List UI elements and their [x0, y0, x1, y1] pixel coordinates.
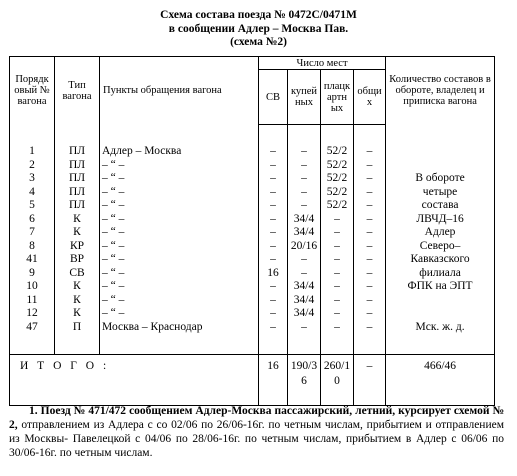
table-row	[10, 226, 495, 240]
row-type: К	[55, 226, 100, 240]
row-note: ФПК на ЭПТ	[386, 280, 495, 294]
row-note: Адлер	[386, 226, 495, 240]
wagon-rows	[10, 145, 495, 334]
total-sv: 16	[259, 355, 288, 406]
table-row	[10, 186, 495, 200]
total-platz	[321, 355, 354, 406]
row-sv: –	[259, 172, 288, 186]
row-common: –	[354, 213, 386, 227]
table-row	[10, 294, 495, 308]
row-common: –	[354, 240, 386, 254]
row-coupe: –	[288, 321, 321, 335]
table-row	[10, 159, 495, 173]
total-count: 466/46	[386, 355, 495, 406]
row-sv: 16	[259, 267, 288, 281]
row-points: – “ –	[100, 267, 259, 281]
row-coupe: –	[288, 253, 321, 267]
footnote	[9, 404, 504, 460]
row-sv: –	[259, 280, 288, 294]
row-common: –	[354, 253, 386, 267]
row-type: К	[55, 280, 100, 294]
table-row	[10, 199, 495, 213]
row-points: – “ –	[100, 159, 259, 173]
footnote-bold-text: Поезд № 471/472 сообщением Адлер-Москва пассажирский, летний, курсирует схемой № 2,	[9, 405, 505, 431]
row-points: Адлер – Москва	[100, 145, 259, 159]
row-type: К	[55, 307, 100, 321]
row-points: – “ –	[100, 294, 259, 308]
row-common: –	[354, 145, 386, 159]
table-row	[10, 321, 495, 335]
row-sv: –	[259, 159, 288, 173]
row-sv: –	[259, 213, 288, 227]
row-type: К	[55, 213, 100, 227]
row-coupe: 34/4	[288, 280, 321, 294]
row-platz: –	[321, 253, 354, 267]
row-note	[386, 294, 495, 308]
row-points: – “ –	[100, 240, 259, 254]
row-note: ЛВЧД–16	[386, 213, 495, 227]
row-sv: –	[259, 294, 288, 308]
title-line-2: в сообщении Адлер – Москва Пав.	[168, 22, 349, 35]
row-type: КР	[55, 240, 100, 254]
row-note: Мск. ж. д.	[386, 321, 495, 335]
row-number: 6	[10, 213, 55, 227]
row-common: –	[354, 199, 386, 213]
row-type: П	[55, 321, 100, 335]
table-row	[10, 172, 495, 186]
row-number: 3	[10, 172, 55, 186]
row-type: ПЛ	[55, 172, 100, 186]
total-row	[10, 355, 495, 406]
header-type: Тип вагона	[55, 57, 100, 125]
row-type: ПЛ	[55, 145, 100, 159]
title-line-3: (схема №2)	[230, 36, 287, 48]
table-row	[10, 240, 495, 254]
row-common: –	[354, 307, 386, 321]
row-sv: –	[259, 145, 288, 159]
row-common: –	[354, 226, 386, 240]
row-platz: –	[321, 294, 354, 308]
total-platz-line-1: 260/1	[323, 360, 351, 372]
row-common: –	[354, 280, 386, 294]
row-number: 10	[10, 280, 55, 294]
row-coupe: 34/4	[288, 294, 321, 308]
row-type: ПЛ	[55, 199, 100, 213]
row-common: –	[354, 186, 386, 200]
row-coupe: –	[288, 199, 321, 213]
row-note	[386, 159, 495, 173]
row-type: ВР	[55, 253, 100, 267]
row-points: – “ –	[100, 280, 259, 294]
composition-table	[9, 56, 495, 406]
total-coupe-line-2: 6	[301, 375, 307, 387]
row-common: –	[354, 159, 386, 173]
row-coupe: –	[288, 172, 321, 186]
row-platz: –	[321, 307, 354, 321]
table-row	[10, 267, 495, 281]
total-common: –	[354, 355, 386, 406]
row-platz: 52/2	[321, 145, 354, 159]
header-common: общи х	[354, 70, 386, 125]
row-sv: –	[259, 199, 288, 213]
row-note: филиала	[386, 267, 495, 281]
footnote-rest-text: отправлением из Адлера с со 02/06 по 26/06-16г. по четным числам, прибытием и отправлением из Москвы- Павелецкой с 04/06 по 28/06-16г. по четным числам, прибытием в Адлер с 06/06 по 30/06-16г. по четным числам.	[9, 419, 504, 459]
row-note: Кавказского	[386, 253, 495, 267]
title-line-1: Схема состава поезда № 0472С/0471М	[160, 9, 357, 21]
row-number: 9	[10, 267, 55, 281]
row-sv: –	[259, 321, 288, 335]
header-points: Пункты обращения вагона	[100, 57, 259, 125]
row-note	[386, 307, 495, 321]
row-points: – “ –	[100, 186, 259, 200]
row-coupe: 34/4	[288, 226, 321, 240]
total-coupe-line-1: 190/3	[290, 360, 318, 372]
schema-title	[0, 9, 517, 50]
row-platz: –	[321, 240, 354, 254]
header-platz: плацк артн ых	[321, 70, 354, 125]
row-sv: –	[259, 240, 288, 254]
row-number: 47	[10, 321, 55, 335]
row-number: 1	[10, 145, 55, 159]
row-platz: –	[321, 267, 354, 281]
footnote-number: 1.	[29, 405, 38, 417]
row-sv: –	[259, 307, 288, 321]
row-sv: –	[259, 226, 288, 240]
row-platz: 52/2	[321, 159, 354, 173]
row-common: –	[354, 321, 386, 335]
row-coupe: 34/4	[288, 213, 321, 227]
row-coupe: 20/16	[288, 240, 321, 254]
row-number: 5	[10, 199, 55, 213]
row-type: СВ	[55, 267, 100, 281]
row-coupe: –	[288, 186, 321, 200]
row-sv: –	[259, 253, 288, 267]
row-note	[386, 145, 495, 159]
row-note: Северо–	[386, 240, 495, 254]
row-platz: –	[321, 321, 354, 335]
header-order-no: Порядк овый № вагона	[10, 57, 55, 125]
row-coupe: –	[288, 145, 321, 159]
row-points: – “ –	[100, 307, 259, 321]
row-platz: 52/2	[321, 172, 354, 186]
total-label: И Т О Г О :	[10, 355, 259, 406]
row-type: К	[55, 294, 100, 308]
table-row	[10, 145, 495, 159]
row-common: –	[354, 267, 386, 281]
row-common: –	[354, 294, 386, 308]
row-points: – “ –	[100, 172, 259, 186]
row-common: –	[354, 172, 386, 186]
row-points: – “ –	[100, 226, 259, 240]
row-number: 2	[10, 159, 55, 173]
row-coupe: 34/4	[288, 307, 321, 321]
row-platz: –	[321, 280, 354, 294]
total-coupe	[288, 355, 321, 406]
row-number: 11	[10, 294, 55, 308]
row-number: 41	[10, 253, 55, 267]
header-count: Количество составов в обороте, владелец и приписка вагона	[386, 57, 495, 125]
header-sv: СВ	[259, 70, 288, 125]
row-points: Москва – Краснодар	[100, 321, 259, 335]
row-platz: –	[321, 213, 354, 227]
row-points: – “ –	[100, 213, 259, 227]
total-platz-line-2: 0	[334, 375, 340, 387]
row-platz: –	[321, 226, 354, 240]
row-platz: 52/2	[321, 186, 354, 200]
row-type: ПЛ	[55, 186, 100, 200]
row-coupe: –	[288, 159, 321, 173]
table-row	[10, 253, 495, 267]
table-row	[10, 213, 495, 227]
header-seats: Число мест	[259, 57, 386, 70]
row-number: 7	[10, 226, 55, 240]
row-type: ПЛ	[55, 159, 100, 173]
row-note: состава	[386, 199, 495, 213]
row-coupe: –	[288, 267, 321, 281]
header-coupe: купей ных	[288, 70, 321, 125]
row-note: В обороте	[386, 172, 495, 186]
table-row	[10, 307, 495, 321]
row-points: – “ –	[100, 199, 259, 213]
row-number: 12	[10, 307, 55, 321]
row-points: – “ –	[100, 253, 259, 267]
row-platz: 52/2	[321, 199, 354, 213]
row-note: четыре	[386, 186, 495, 200]
row-sv: –	[259, 186, 288, 200]
row-number: 8	[10, 240, 55, 254]
row-number: 4	[10, 186, 55, 200]
table-row	[10, 280, 495, 294]
